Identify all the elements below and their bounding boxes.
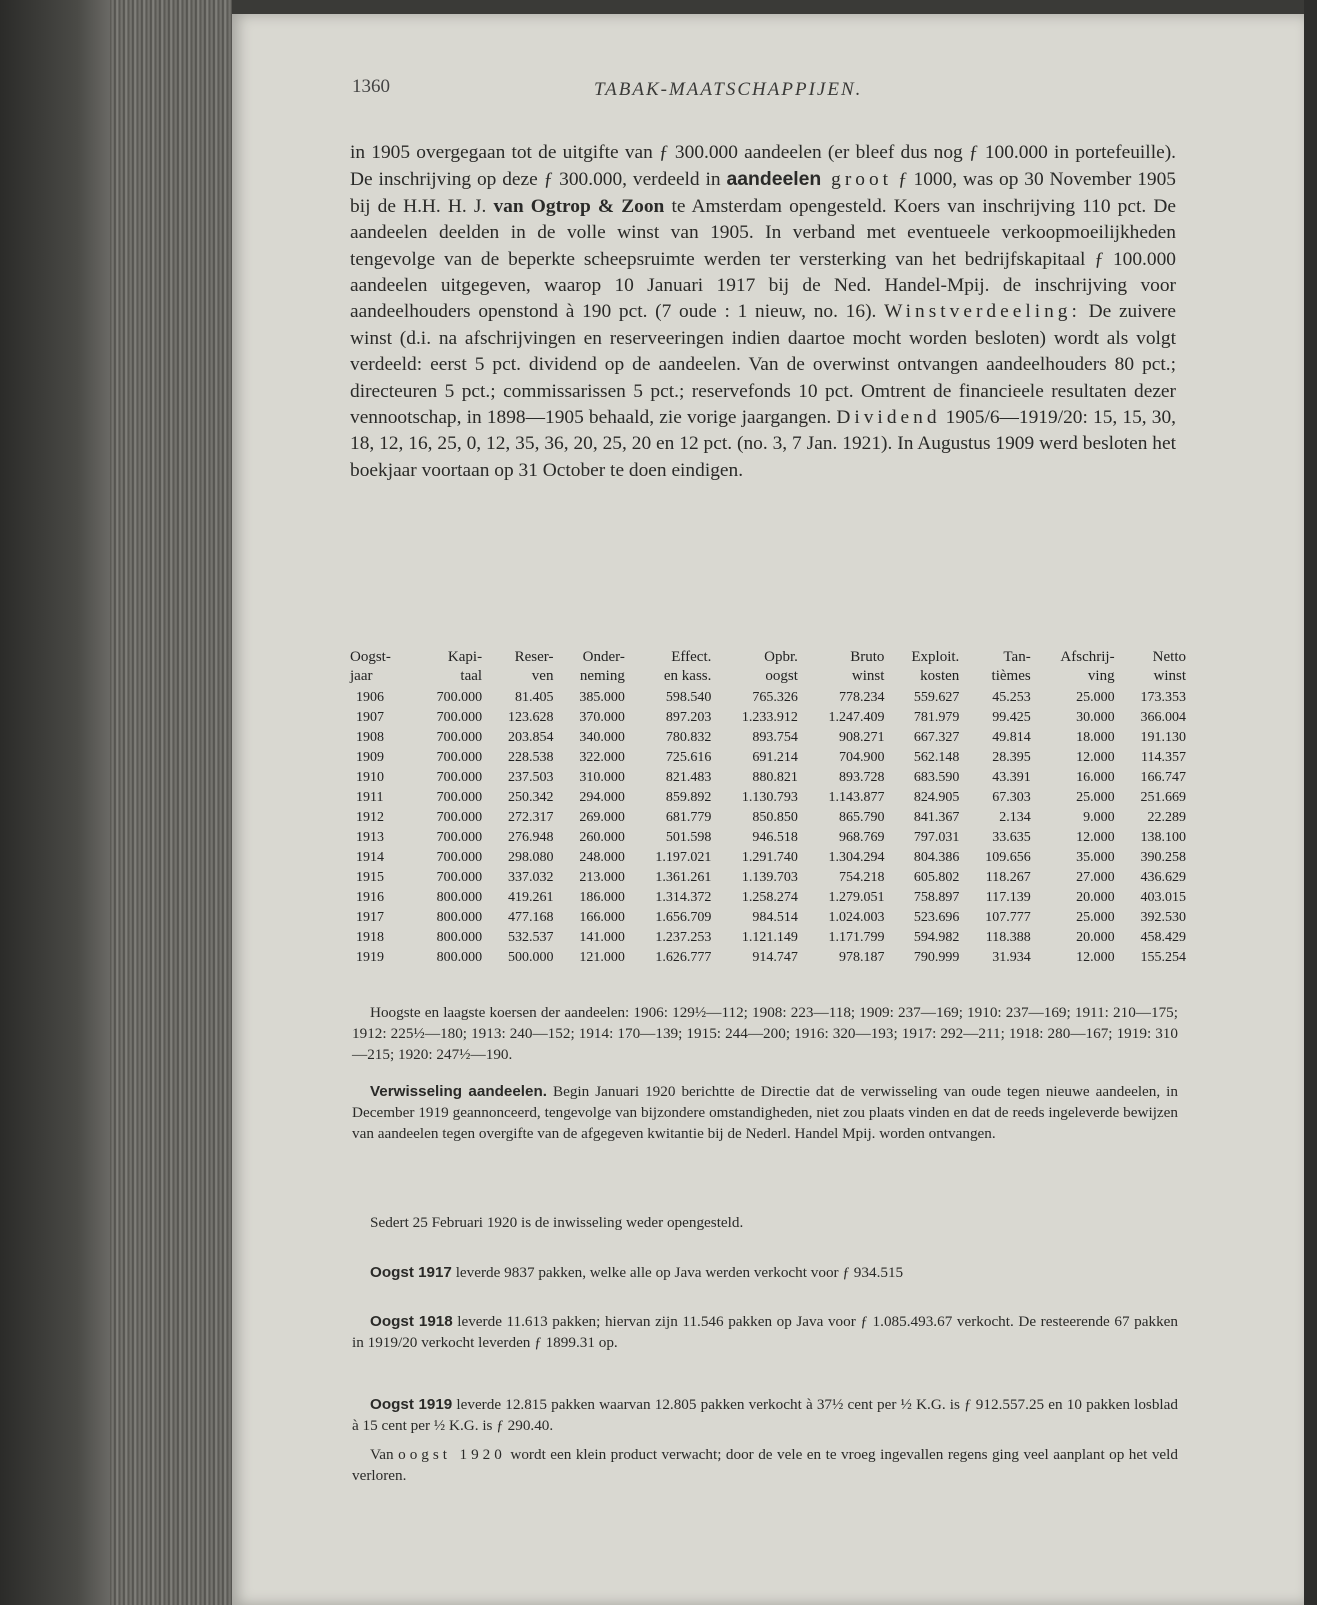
koersen-paragraph: [352, 1002, 1178, 1065]
value-cell: 403.015: [1140, 890, 1186, 905]
section-label: Oogst 1919: [370, 1396, 453, 1413]
value-cell: 18.000: [1076, 730, 1115, 745]
text-run: Begin Januari 1920 berichtte de Directie dat de verwisseling van oude tegen nieuwe aandeelen, in December 1919 geannonceerd, tengevolge van bijzondere omstandigheden, niet zou plaats vinden en dat de reeds ingeleverde bewijzen van aandeelen tegen overgifte van de afgegeven kwitantie bij de Nederl. Handel Mpij. worden ontvangen.: [352, 1083, 1178, 1142]
page-number: 1360: [352, 76, 390, 97]
column-header: [413, 648, 484, 686]
value-cell: 700.000: [436, 690, 483, 705]
value-cell: 523.696: [913, 910, 960, 925]
column-header: [713, 648, 800, 686]
table-head: [348, 648, 1188, 686]
column-header-line: Afschrij-: [1060, 649, 1115, 665]
value-cell: 25.000: [1076, 790, 1115, 805]
year-cell: 1911: [356, 790, 384, 805]
value-cell: 1.291.740: [741, 850, 798, 865]
text-run: De zuivere winst (d.i. na afschrijvingen en reserveeringen indien daartoe mocht worden besloten) wordt als volgt verdeeld: eerst 5 pct. dividend op de aandeelen. Van de overwinst ontvangen aandeelhouders 80 pct.; directeuren 5 pct.; commissarissen 5 pct.; reservefonds 10 pct. Omtrent de financieele resultaten dezer vennootschap, in 1898—1905 behaald, zie vorige jaargangen.: [350, 301, 1176, 429]
verwisseling-paragraph: [352, 1081, 1178, 1144]
value-cell: 33.635: [992, 830, 1031, 845]
value-cell: 138.100: [1140, 830, 1186, 845]
value-cell: 704.900: [838, 750, 885, 765]
value-cell: 1.171.799: [828, 930, 885, 945]
value-cell: 780.832: [665, 730, 712, 745]
column-header-line: ving: [1087, 668, 1115, 684]
column-header-line: en kass.: [663, 668, 712, 684]
value-cell: 1.197.021: [655, 850, 712, 865]
value-cell: 340.000: [579, 730, 625, 745]
value-cell: 43.391: [992, 770, 1031, 785]
value-cell: 501.598: [665, 830, 712, 845]
column-header-line: winst: [851, 668, 885, 684]
bold-term: aandeelen: [726, 168, 822, 191]
value-cell: 25.000: [1076, 690, 1115, 705]
oogst-1919-paragraph: [352, 1394, 1178, 1436]
column-header-line: Reser-: [514, 649, 554, 665]
column-header-line: Onder-: [582, 649, 625, 665]
header-row: [348, 648, 1188, 686]
value-cell: 700.000: [436, 710, 483, 725]
value-cell: 310.000: [579, 770, 625, 785]
value-cell: 1.656.709: [655, 910, 712, 925]
value-cell: 269.000: [579, 810, 625, 825]
value-cell: 559.627: [913, 690, 960, 705]
value-cell: 700.000: [436, 850, 483, 865]
value-cell: 700.000: [436, 750, 483, 765]
column-header-line: Tan-: [1003, 649, 1031, 665]
value-cell: 109.656: [985, 850, 1031, 865]
column-header-line: taal: [460, 668, 483, 684]
section-label: Oogst 1917: [370, 1264, 452, 1281]
oogst-1919-text: [352, 1394, 1178, 1436]
column-header-line: Exploit.: [911, 649, 960, 665]
value-cell: 390.258: [1140, 850, 1186, 865]
value-cell: 30.000: [1076, 710, 1115, 725]
intro-text: [350, 140, 1176, 484]
value-cell: 248.000: [579, 850, 625, 865]
table-row: [348, 808, 1188, 828]
column-header-line: Effect.: [671, 649, 712, 665]
value-cell: 841.367: [913, 810, 960, 825]
value-cell: 865.790: [838, 810, 885, 825]
text-run: te Amsterdam opengesteld. Koers van inschrijving 110 pct. De aandeelen deelden in de volle winst van 1905. In verband met eventueele verkoopmoeilijkheden tengevolge van de beperkte scheepsruimte werden ter versterking van het bedrijfskapitaal ƒ 100.000 aandeelen uitgegeven, waarop 10 Januari 1917 bij de Ned. Handel-Mpij. de inschrijving voor aandeelhouders openstond à 190 pct. (7 oude : 1 nieuw, no. 16).: [350, 195, 1176, 323]
value-cell: 27.000: [1076, 870, 1115, 885]
value-cell: 322.000: [579, 750, 625, 765]
value-cell: 12.000: [1076, 750, 1115, 765]
table-row: [348, 908, 1188, 928]
right-page-edge: [1304, 0, 1317, 1605]
value-cell: 385.000: [579, 690, 625, 705]
year-cell: 1907: [356, 710, 384, 725]
column-header: [961, 648, 1032, 686]
value-cell: 880.821: [752, 770, 798, 785]
value-cell: 458.429: [1140, 930, 1186, 945]
koersen-text: Hoogste en laagste koersen der aandeelen: 1906: 129½—112; 1908: 223—118; 1909: 237—169; 1910: 237—169; 1911: 210—175; 1912: 225½—180; 1913: 240—152; 1914: 170—139; 1915: 244—200; 1916: 320—193; 1917: 292—211; 1918: 280—167; 1919: 310—215; 1920: 247½—190.: [352, 1004, 1178, 1063]
value-cell: 99.425: [992, 710, 1031, 725]
oogst-1918-text: [352, 1311, 1178, 1353]
value-cell: 28.395: [992, 750, 1031, 765]
value-cell: 477.168: [507, 910, 554, 925]
value-cell: 1.130.793: [741, 790, 798, 805]
value-cell: 31.934: [992, 950, 1031, 965]
value-cell: 250.342: [507, 790, 554, 805]
value-cell: 123.628: [507, 710, 554, 725]
value-cell: 893.754: [752, 730, 798, 745]
value-cell: 758.897: [913, 890, 960, 905]
value-cell: 186.000: [579, 890, 625, 905]
value-cell: 20.000: [1076, 930, 1115, 945]
value-cell: 893.728: [838, 770, 885, 785]
value-cell: 9.000: [1083, 810, 1115, 825]
column-header-line: Kapi-: [447, 649, 483, 665]
table-row: [348, 828, 1188, 848]
value-cell: 118.267: [985, 870, 1031, 885]
value-cell: 897.203: [665, 710, 712, 725]
value-cell: 978.187: [838, 950, 885, 965]
value-cell: 765.326: [752, 690, 798, 705]
value-cell: 1.121.149: [741, 930, 798, 945]
value-cell: 121.000: [579, 950, 625, 965]
value-cell: 141.000: [579, 930, 625, 945]
value-cell: 800.000: [436, 910, 483, 925]
value-cell: 1.237.253: [655, 930, 712, 945]
table-row: [348, 948, 1188, 968]
table-row: [348, 686, 1188, 708]
value-cell: 49.814: [992, 730, 1031, 745]
book-spine-shadow: [0, 0, 110, 1605]
value-cell: 1.361.261: [655, 870, 712, 885]
value-cell: 392.530: [1140, 910, 1186, 925]
text-run: in 1905 overgegaan tot de uitgifte van ƒ 300.000 aandeelen (er bleef dus nog ƒ 100.000 in portefeuille). De inschrijving op deze ƒ 300.000, verdeeld in: [350, 142, 1176, 191]
oogst-1918-paragraph: [352, 1311, 1178, 1353]
value-cell: 681.779: [665, 810, 712, 825]
value-cell: 436.629: [1140, 870, 1186, 885]
table-body: [348, 686, 1188, 968]
value-cell: 691.214: [752, 750, 798, 765]
table-row: [348, 928, 1188, 948]
value-cell: 562.148: [913, 750, 960, 765]
value-cell: 859.892: [665, 790, 712, 805]
year-cell: 1919: [356, 950, 384, 965]
value-cell: 1.626.777: [655, 950, 712, 965]
value-cell: 700.000: [436, 810, 483, 825]
running-head: TABAK-MAATSCHAPPIJEN.: [594, 79, 863, 100]
value-cell: 700.000: [436, 870, 483, 885]
column-header: [484, 648, 555, 686]
value-cell: 598.540: [665, 690, 712, 705]
value-cell: 298.080: [507, 850, 554, 865]
spaced-term: Winstverdeeling:: [884, 301, 1081, 323]
value-cell: 35.000: [1076, 850, 1115, 865]
page-header: [352, 76, 1172, 106]
value-cell: 294.000: [579, 790, 625, 805]
value-cell: 2.134: [999, 810, 1031, 825]
column-header: [1117, 648, 1188, 686]
year-cell: 1908: [356, 730, 384, 745]
value-cell: 12.000: [1076, 830, 1115, 845]
value-cell: 166.747: [1140, 770, 1186, 785]
intro-paragraph: [350, 140, 1176, 484]
text-run: leverde 9837 pakken, welke alle op Java werden verkocht voor ƒ 934.515: [451, 1264, 904, 1281]
value-cell: 1.143.877: [828, 790, 885, 805]
year-cell: 1913: [356, 830, 384, 845]
value-cell: 968.769: [838, 830, 885, 845]
column-header-line: tièmes: [991, 668, 1031, 684]
table-row: [348, 788, 1188, 808]
oogst-1920-paragraph: [352, 1444, 1178, 1486]
value-cell: 81.405: [514, 690, 554, 705]
value-cell: 191.130: [1140, 730, 1186, 745]
column-header-line: Bruto: [850, 649, 885, 665]
section-label: Verwisseling aandeelen.: [370, 1083, 547, 1100]
value-cell: 778.234: [838, 690, 885, 705]
financial-table: [348, 648, 1188, 968]
value-cell: 1.279.051: [828, 890, 885, 905]
value-cell: 237.503: [507, 770, 554, 785]
year-cell: 1917: [356, 910, 384, 925]
text-run: wordt een klein product verwacht; door de vele en te vroeg ingevallen regens ging veel aanplant op het veld verloren.: [352, 1446, 1178, 1484]
value-cell: 228.538: [507, 750, 554, 765]
table-row: [348, 748, 1188, 768]
column-header: [886, 648, 961, 686]
value-cell: 667.327: [913, 730, 960, 745]
value-cell: 1.247.409: [828, 710, 885, 725]
value-cell: 946.518: [752, 830, 798, 845]
section-label: Oogst 1918: [370, 1313, 453, 1330]
spaced-term: Dividend: [836, 407, 941, 429]
column-header-line: ven: [531, 668, 554, 684]
value-cell: 67.303: [992, 790, 1031, 805]
table-row: [348, 888, 1188, 908]
value-cell: 605.802: [913, 870, 960, 885]
column-header-line: kosten: [920, 668, 960, 684]
year-cell: 1910: [356, 770, 384, 785]
table-row: [348, 768, 1188, 788]
year-cell: 1914: [356, 850, 384, 865]
text-run: ƒ 1000, was op 30 November 1905 bij de H.H. H. J.: [350, 169, 1176, 217]
year-cell: 1906: [356, 690, 384, 705]
oogst-1917-paragraph: [352, 1262, 1178, 1283]
year-cell: 1918: [356, 930, 384, 945]
value-cell: 166.000: [579, 910, 625, 925]
spaced-term: groot: [821, 169, 893, 191]
value-cell: 155.254: [1140, 950, 1186, 965]
value-cell: 276.948: [507, 830, 554, 845]
value-cell: 1.139.703: [741, 870, 798, 885]
text-run: leverde 11.613 pakken; hiervan zijn 11.546 pakken op Java voor ƒ 1.085.493.67 verkocht. De resteerende 67 pakken in 1919/20 verkocht leverden ƒ 1899.31 op.: [352, 1313, 1178, 1351]
value-cell: 1.304.294: [828, 850, 885, 865]
value-cell: 22.289: [1147, 810, 1186, 825]
value-cell: 700.000: [436, 830, 483, 845]
value-cell: 1.314.372: [655, 890, 712, 905]
value-cell: 337.032: [507, 870, 554, 885]
value-cell: 804.386: [913, 850, 960, 865]
column-header-line: jaar: [350, 668, 373, 684]
value-cell: 800.000: [436, 930, 483, 945]
year-cell: 1915: [356, 870, 384, 885]
value-cell: 16.000: [1076, 770, 1115, 785]
value-cell: 370.000: [579, 710, 625, 725]
spaced-term: oogst 1920: [398, 1446, 506, 1463]
text-run: Van: [370, 1446, 399, 1463]
value-cell: 700.000: [436, 790, 483, 805]
column-header-line: oogst: [765, 668, 798, 684]
text-run: 1905/6—1919/20: 15, 15, 30, 18, 12, 16, 25, 0, 12, 35, 36, 20, 25, 20 en 12 pct. (no. 3, 7 Jan. 1921). In Augustus 1909 werd besloten het boekjaar voortaan op 31 October te doen eindigen.: [350, 407, 1177, 481]
column-header: [627, 648, 714, 686]
sedert-text: Sedert 25 Februari 1920 is de inwisseling weder opengesteld.: [370, 1214, 744, 1231]
value-cell: 251.669: [1140, 790, 1186, 805]
value-cell: 114.357: [1141, 750, 1186, 765]
column-header: [555, 648, 626, 686]
value-cell: 754.218: [838, 870, 885, 885]
value-cell: 821.483: [665, 770, 712, 785]
column-header: [348, 648, 413, 686]
value-cell: 173.353: [1140, 690, 1186, 705]
value-cell: 272.317: [507, 810, 554, 825]
value-cell: 419.261: [507, 890, 554, 905]
value-cell: 725.616: [665, 750, 712, 765]
value-cell: 20.000: [1076, 890, 1115, 905]
value-cell: 532.537: [507, 930, 554, 945]
value-cell: 12.000: [1076, 950, 1115, 965]
column-header-line: Netto: [1152, 649, 1186, 665]
value-cell: 25.000: [1076, 910, 1115, 925]
value-cell: 800.000: [436, 950, 483, 965]
value-cell: 908.271: [838, 730, 885, 745]
value-cell: 107.777: [985, 910, 1031, 925]
column-header: [800, 648, 887, 686]
value-cell: 683.590: [913, 770, 960, 785]
value-cell: 914.747: [752, 950, 798, 965]
value-cell: 781.979: [913, 710, 960, 725]
value-cell: 700.000: [436, 770, 483, 785]
sedert-paragraph: [352, 1212, 1178, 1233]
value-cell: 260.000: [579, 830, 625, 845]
value-cell: 700.000: [436, 730, 483, 745]
value-cell: 203.854: [507, 730, 554, 745]
value-cell: 117.139: [985, 890, 1031, 905]
column-header-line: winst: [1153, 668, 1186, 684]
column-header-line: neming: [579, 668, 625, 684]
column-header: [1033, 648, 1117, 686]
table-row: [348, 868, 1188, 888]
text-run: leverde 12.815 pakken waarvan 12.805 pakken verkocht à 37½ cent per ½ K.G. is ƒ 912.557.25 en 10 pakken losblad à 15 cent per ½ K.G. is ƒ 290.40.: [352, 1396, 1178, 1434]
book-page: [232, 14, 1304, 1605]
year-cell: 1916: [356, 890, 384, 905]
verwisseling-text: [352, 1081, 1178, 1144]
bank-name: van Ogtrop & Zoon: [493, 195, 665, 217]
value-cell: 790.999: [913, 950, 960, 965]
value-cell: 1.233.912: [741, 710, 798, 725]
value-cell: 797.031: [913, 830, 960, 845]
value-cell: 45.253: [992, 690, 1031, 705]
oogst-1917-text: [352, 1262, 1178, 1283]
value-cell: 594.982: [913, 930, 960, 945]
value-cell: 800.000: [436, 890, 483, 905]
table-row: [348, 848, 1188, 868]
column-header-line: Oogst-: [350, 649, 391, 665]
value-cell: 500.000: [507, 950, 554, 965]
value-cell: 1.258.274: [741, 890, 798, 905]
value-cell: 984.514: [752, 910, 798, 925]
year-cell: 1909: [356, 750, 384, 765]
value-cell: 850.850: [752, 810, 798, 825]
page-edges: [110, 0, 232, 1605]
value-cell: 366.004: [1140, 710, 1186, 725]
value-cell: 213.000: [579, 870, 625, 885]
value-cell: 118.388: [985, 930, 1031, 945]
value-cell: 824.905: [913, 790, 960, 805]
value-cell: 1.024.003: [828, 910, 885, 925]
table-row: [348, 728, 1188, 748]
column-header-line: Opbr.: [764, 649, 798, 665]
oogst-1920-text: [352, 1444, 1178, 1486]
year-cell: 1912: [356, 810, 384, 825]
table-row: [348, 708, 1188, 728]
